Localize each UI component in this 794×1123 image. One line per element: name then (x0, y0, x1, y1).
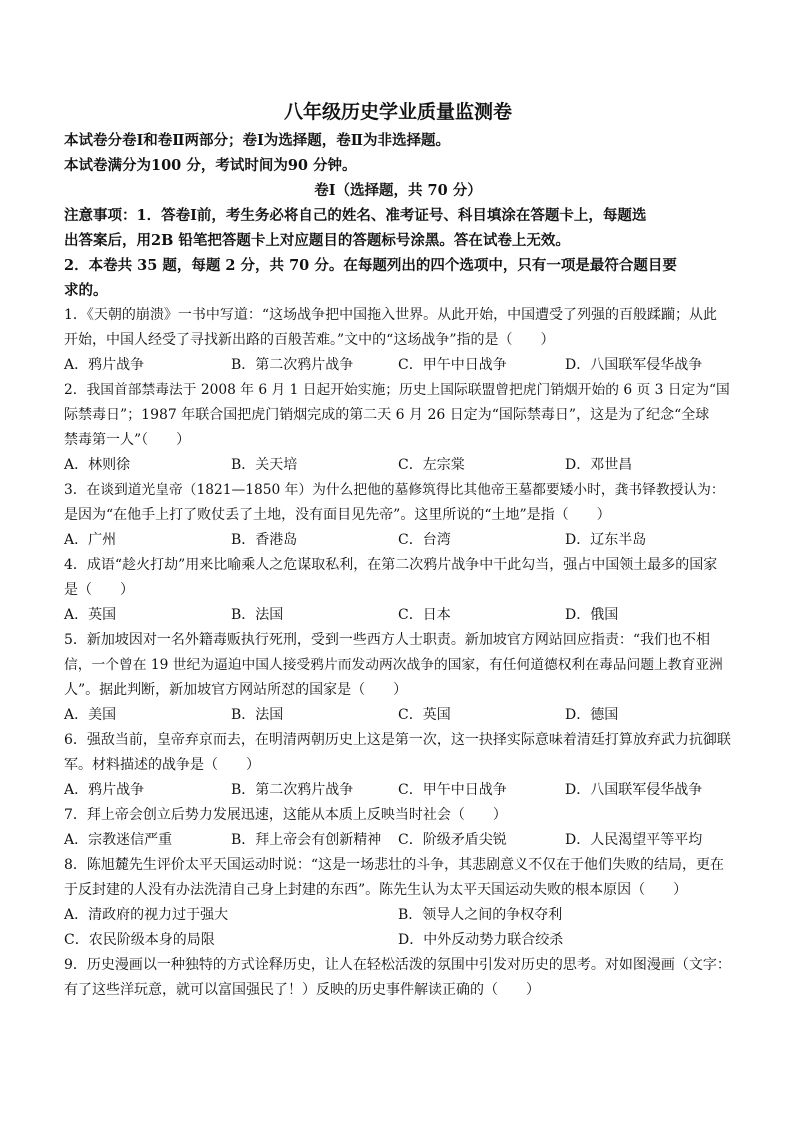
question-2-options-row (64, 453, 732, 478)
question-4-stem-line: 4．成语“趁火打劫”用来比喻乘人之危谋取私利，在第二次鸦片战争中干此勾当，强占中国领土最多的国家 (64, 557, 718, 573)
question-7-option-a: A．宗教迷信严重 (64, 832, 173, 848)
notice-2-line-1: 2．本卷共 35 题，每题 2 分，共 70 分。在每题列出的四个选项中，只有一项是最符合题目要 (64, 257, 677, 274)
question-1-option-b: B．第二次鸦片战争 (231, 357, 354, 373)
question-5-option-c: C．英国 (398, 707, 451, 723)
question-3-stem-line: 3．在谈到道光皇帝（1821—1850 年）为什么把他的墓修筑得比其他帝王墓都要矮小时，龚书铎教授认为： (64, 482, 725, 498)
question-4-options-row (64, 603, 732, 628)
question-3-option-a: A．广州 (64, 532, 117, 548)
question-3-stem-line: 是因为“在他手上打了败仗丢了土地，没有面目见先帝”。这里所说的“土地”是指（ ） (64, 507, 611, 523)
notice-1-line-1: 注意事项：1．答卷Ⅰ前，考生务必将自己的姓名、准考证号、科目填涂在答题卡上，每题选 (64, 207, 647, 224)
question-1-option-d: D．八国联军侵华战争 (565, 357, 703, 373)
question-4-option-b: B．法国 (231, 607, 284, 623)
question-2-option-a: A．林则徐 (64, 457, 131, 473)
question-4-option-d: D．俄国 (565, 607, 619, 623)
exam-intro-2: 本试卷满分为100 分，考试时间为90 分钟。 (64, 157, 357, 174)
exam-intro-1: 本试卷分卷Ⅰ和卷Ⅱ两部分；卷Ⅰ为选择题，卷Ⅱ为非选择题。 (64, 132, 451, 149)
question-1 (64, 303, 732, 378)
question-5-option-a: A．美国 (64, 707, 117, 723)
question-2-option-d: D．邓世昌 (565, 457, 633, 473)
question-1-option-c: C．甲午中日战争 (398, 357, 507, 373)
question-8-option-c: C．农民阶级本身的局限 (64, 932, 215, 948)
question-1-stem-line: 开始，中国人经受了寻找新出路的百般苦难。”文中的“这场战争”指的是（ ） (64, 332, 555, 348)
question-8-options-row (64, 903, 732, 928)
question-5 (64, 628, 732, 728)
question-7 (64, 803, 732, 853)
question-1-stem-line: 1．《天朝的崩溃》一书中写道：“这场战争把中国拖入世界。从此开始，中国遭受了列强的百般蹂躏；从此 (64, 307, 718, 323)
question-7-option-c: C．阶级矛盾尖锐 (398, 832, 507, 848)
question-5-options-row (64, 703, 732, 728)
question-1-option-a: A．鸦片战争 (64, 357, 145, 373)
question-6-stem-line: 军。材料描述的战争是（ ） (64, 757, 260, 773)
question-5-stem-line: 5．新加坡因对一名外籍毒贩执行死刑，受到一些西方人士职责。新加坡官方网站回应指责：“我们也不相 (64, 632, 711, 648)
question-8-option-d: D．中外反动势力联合绞杀 (398, 932, 564, 948)
question-6-option-b: B．第二次鸦片战争 (231, 782, 354, 798)
question-3-option-c: C．台湾 (398, 532, 451, 548)
question-8-option-b: B．领导人之间的争权夺利 (398, 907, 563, 923)
question-6-option-c: C．甲午中日战争 (398, 782, 507, 798)
question-8 (64, 853, 732, 953)
section-title: 卷Ⅰ（选择题，共 70 分） (314, 182, 482, 199)
question-7-option-d: D．人民渴望平等平均 (565, 832, 703, 848)
question-3 (64, 478, 732, 553)
question-5-option-b: B．法国 (231, 707, 284, 723)
question-8-option-a: A．清政府的视力过于强大 (64, 907, 229, 923)
question-8-stem-line: 于反封建的人没有办法洗清自己身上封建的东西”。陈先生认为太平天国运动失败的根本原因（ ） (64, 882, 688, 898)
question-6-stem-line: 6．强敌当前，皇帝弃京而去，在明清两朝历史上这是第一次，这一抉择实际意味着清廷打算放弃武力抗御联 (64, 732, 731, 748)
question-8-options-row (64, 928, 732, 953)
notice-2-line-2: 求的。 (64, 282, 108, 299)
question-5-stem-line: 人”。据此判断，新加坡官方网站所怼的国家是（ ） (64, 682, 408, 698)
question-4-option-a: A．英国 (64, 607, 117, 623)
question-3-options-row (64, 528, 732, 553)
question-7-stem-line: 7．拜上帝会创立后势力发展迅速，这能从本质上反映当时社会（ ） (64, 807, 507, 823)
question-6-option-a: A．鸦片战争 (64, 782, 145, 798)
question-7-option-b: B．拜上帝会有创新精神 (231, 832, 382, 848)
exam-title: 八年级历史学业质量监测卷 (283, 101, 512, 123)
question-8-stem-line: 8．陈旭麓先生评价太平天国运动时说：“这是一场悲壮的斗争，其悲剧意义不仅在于他们失败的结局，更在 (64, 857, 725, 873)
question-3-option-d: D．辽东半岛 (565, 532, 647, 548)
question-list (64, 303, 732, 1003)
notice-1-line-2: 出答案后，用2B 铅笔把答题卡上对应题目的答题标号涂黑。答在试卷上无效。 (64, 232, 570, 249)
question-9-stem-line: 9．历史漫画以一种独特的方式诠释历史，让人在轻松活泼的氛围中引发对历史的思考。对如图漫画（文字： (64, 957, 731, 973)
question-2-stem-line: 2．我国首部禁毒法于 2008 年 6 月 1 日起开始实施；历史上国际联盟曾把虎门销烟开始的 6 页 3 日定为“国 (64, 382, 730, 398)
question-2-option-c: C．左宗棠 (398, 457, 465, 473)
question-6-option-d: D．八国联军侵华战争 (565, 782, 703, 798)
question-4-option-c: C．日本 (398, 607, 451, 623)
question-7-options-row (64, 828, 732, 853)
question-5-option-d: D．德国 (565, 707, 619, 723)
question-9-stem-line: 有了这些洋玩意，就可以富国强民了！）反映的历史事件解读正确的（ ） (64, 982, 540, 998)
question-4 (64, 553, 732, 628)
question-3-option-b: B．香港岛 (231, 532, 298, 548)
question-2 (64, 378, 732, 478)
question-9 (64, 953, 732, 1003)
question-2-stem-line: 禁毒第一人”（ ） (64, 432, 191, 448)
exam-page (64, 98, 732, 1003)
question-1-options-row (64, 353, 732, 378)
question-6-options-row (64, 778, 732, 803)
question-4-stem-line: 是（ ） (64, 582, 134, 598)
question-2-option-b: B．关天培 (231, 457, 298, 473)
question-2-stem-line: 际禁毒日”；1987 年联合国把虎门销烟完成的第二天 6 月 26 日定为“国际禁毒日”，这是为了纪念“全球 (64, 407, 710, 423)
question-6 (64, 728, 732, 803)
question-5-stem-line: 信，一个曾在 19 世纪为逼迫中国人接受鸦片而发动两次战争的国家，有任何道德权利在毒品问题上教育亚洲 (64, 657, 723, 673)
